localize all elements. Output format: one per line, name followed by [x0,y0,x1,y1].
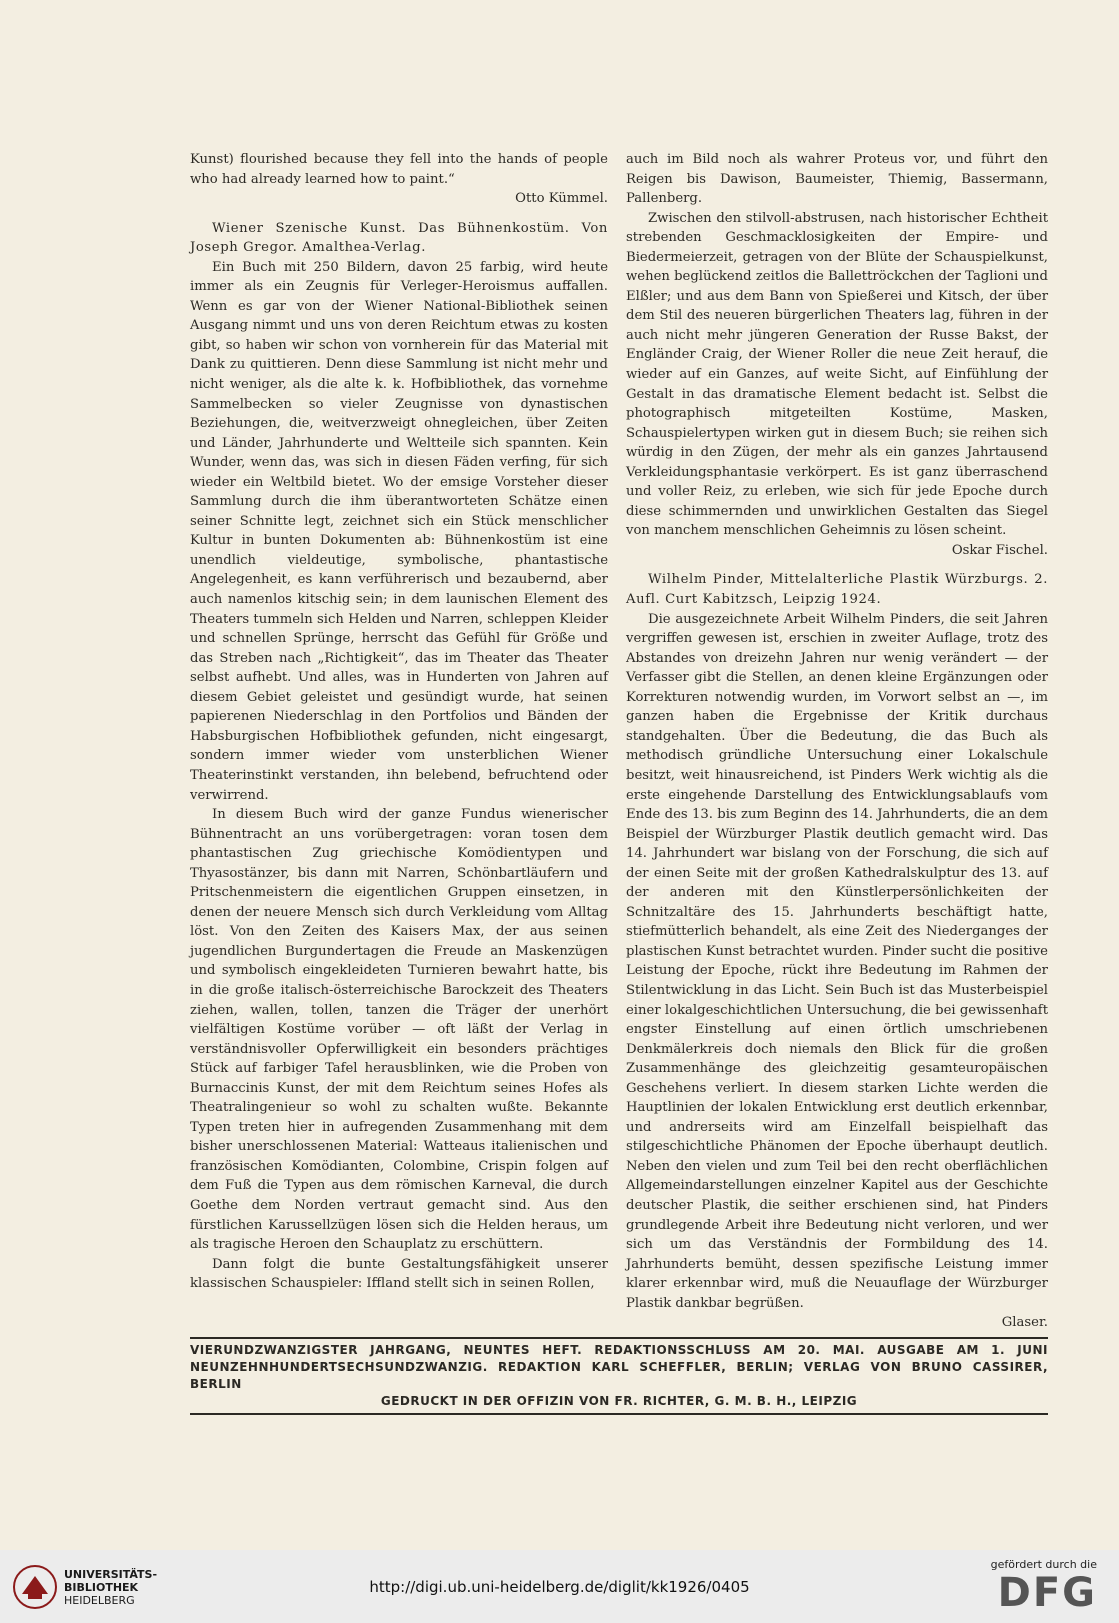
logo-line: UNIVERSITÄTS- [64,1568,158,1581]
paragraph: Kunst) flourished because they fell into the hands of people who had already learned how to paint.“ [190,152,608,187]
paragraph: In diesem Buch wird der ganze Fundus wienerischer Bühnentracht an uns vorübergetragen: voran tosen dem phantastischen Zug griechische Komödientypen und Thyasostänzer, bis dann mit Narren, Schönbartläufern und Pritschenmeistern die eigentlichen Gruppen einsetzen, in denen der neuere Mensch sich durch Verkleidung vom Alltag löst. Von den Zeiten des Kaisers Max, der aus seinen jugendlichen Burgundertagen die Freude an Maskenzügen und symbolisch eingekleideten Turnieren bewahrt hatte, bis in die große italisch-österreichische Barockzeit des Theaters ziehen, wallen, tollen, tanzen die Träger der unerhört vielfältigen Kostüme vorüber — oft läßt der Verlag in verständnisvoller Opferwilligkeit ein besonders prächtiges Stück auf farbiger Tafel herausblinken, wie die Proben von Burnaccinis Kunst, der mit dem Reichtum seines Hofes als Theatralingenieur so wohl zu schalten wußte. Bekannte Typen treten hier in aufregenden Zusammenhang mit dem bisher unerschlossenen Material: Watteaus italienischen und französischen Komödianten, Colombine, Crispin folgen auf dem Fuß die Typen aus dem römischen Karneval, die durch Goethe dem Norden vertraut gemacht sind. Aus den fürstlichen Karussellzügen lösen sich die Helden heraus, um als tragische Heroen den Schauplatz zu erschüttern. [190,807,608,1253]
dfg-logo[interactable] [991,1558,1097,1615]
funder-text: gefördert durch die [990,1558,1097,1571]
paragraph: auch im Bild noch als wahrer Proteus vor, und führt den Reigen bis Dawison, Baumeister, Thiemig, Bassermann, Pallenberg. [626,152,1048,207]
review-heading: Wilhelm Pinder, Mittelalterliche Plastik Würzburgs. 2. Aufl. Curt Kabitzsch, Leipzig 1924. [626,572,1048,608]
permalink-url[interactable]: http://digi.ub.uni-heidelberg.de/diglit/kk1926/0405 [369,1578,750,1596]
right-column [626,150,1048,1333]
review-heading: Wiener Szenische Kunst. Das Bühnenkostüm. Von Joseph Gregor. Amalthea-Verlag. [190,220,608,256]
imprint-footer [190,1337,1048,1415]
logo-line: BIBLIOTHEK [64,1581,139,1594]
paragraph: Dann folgt die bunte Gestaltungsfähigkeit unserer klassischen Schauspieler: Iffland stellt sich in seinen Rollen, [190,1256,608,1292]
paragraph: Die ausgezeichnete Arbeit Wilhelm Pinders, die seit Jahren vergriffen gewesen ist, erschien in zweiter Auflage, trotz des Abstandes von dreizehn Jahren nur wenig verändert — der Verfasser gibt die Stellen, an denen kleine Ergänzungen oder Korrekturen notwendig wurden, im Vorwort selbst an —, im ganzen haben die Ergebnisse der Kritik durchaus standgehalten. Über die Bedeutung, die das Buch als methodisch gründliche Untersuchung einer Lokalschule besitzt, weit hinausreichend, ist Pinders Werk wichtig als die erste eingehende Darstellung des Entwicklungsablaufs vom Ende des 13. bis zum Beginn des 14. Jahrhunderts, die an dem Beispiel der Würzburger Plastik deutlich gemacht wird. Das 14. Jahrhundert war bislang von der Forschung, die sich auf der einen Seite mit der großen Kathedralskulptur des 13. auf der anderen mit den Künstlerpersönlichkeiten der Schnitzaltäre des 15. Jahrhunderts beschäftigt hatte, stiefmütterlich behandelt, als eine Zeit des Niederganges der plastischen Kunst betrachtet wurden. Pinder sucht die positive Leistung der Epoche, rückt ihre Bedeutung im Rahmen der Stilentwicklung in das Licht. Sein Buch ist das Musterbeispiel einer lokalgeschichtlichen Untersuchung, die bei gewissenhaft engster Einstellung auf einen örtlich umschriebenen Denkmälerkreis doch niemals den Blick für die großen Zusammenhänge des gleichzeitig gesamteuropäischen Geschehens verliert. In diesem starken Lichte werden die Hauptlinien der lokalen Entwicklung erst deutlich erkennbar, und andrerseits wird am Einzelfall beispielhaft das stilgeschichtliche Phänomen der Epoche überhaupt deutlich. Neben den vielen und zum Teil bei den recht oberflächlichen Allgemeindarstellungen einzelner Kapitel aus der Geschichte deutscher Plastik, die seither erschienen sind, hat Pinders grundlegende Arbeit ihre Bedeutung nicht verloren, und wer sich um das Verständnis der Formbildung des 14. Jahrhunderts bemüht, dessen spezifische Leistung immer klarer erkennbar wird, muß die Neuauflage der Würzburger Plastik dankbar begrüßen. [626,611,1048,1311]
dfg-wordmark: DFG [997,1570,1097,1616]
paragraph: Ein Buch mit 250 Bildern, davon 25 farbig, wird heute immer als ein Zeugnis für Verleger-Heroismus auffallen. Wenn es gar von der Wiener National-Bibliothek seinen Ausgang nimmt und uns von deren Reichtum etwas zu kosten gibt, so haben wir schon von vornherein für das Material mit Dank zu quittieren. Denn diese Sammlung ist nicht mehr und nicht weniger, als die alte k. k. Hofbibliothek, das vornehme Sammelbecken so vieler Zeugnisse von dynastischen Beziehungen, die, weitverzweigt ohnegleichen, über Zeiten und Länder, Jahrhunderte und Weltteile sich spannten. Kein Wunder, wenn das, was sich in diesen Fäden verfing, für sich wieder ein Weltbild bietet. Wo der emsige Vorsteher dieser Sammlung durch die ihm überantworteten Schätze einen seiner Schnitte legt, zeichnet sich ein Stück menschlicher Kultur in bunten Dokumenten ab: Bühnenkostüm ist eine unendlich vieldeutige, symbolische, phantastische Angelegenheit, es kann verführerisch und bezaubernd, aber auch namenlos kitschig sein; in dem launischen Element des Theaters tummeln sich Helden und Narren, schleppen Kleider und schnellen Sprünge, herrscht das Gefühl für Größe und das Streben nach „Richtigkeit“, das im Theater das Theater selbst aufhebt. Und alles, was in Hunderten von Jahren auf diesem Gebiet geleistet und gesündigt wurde, hat seinen papierenen Niederschlag in den Portfolios und Bänden der Habsburgischen Hofbibliothek gefunden, nicht eingesargt, sondern immer wieder vom unsterblichen Wiener Theaterinstinkt verstanden, ihn belebend, befruchtend oder verwirrend. [190,259,608,803]
digitization-bar [0,1550,1119,1623]
left-column [190,150,608,1294]
divider [190,1337,1048,1339]
signature: Otto Kümmel. [515,191,608,207]
paragraph: Zwischen den stilvoll-abstrusen, nach historischer Echtheit strebenden Geschmacklosigkeiten der Empire- und Biedermeierzeit, getragen von der Blüte der Schauspielkunst, wehen beglückend zeitlos die Ballettröckchen der Taglioni und Elßler; und aus dem Bann von Spießerei und Kitsch, der über dem Stil des neueren bürgerlichen Theaters lag, führen in der auch nicht mehr jüngeren Generation der Russe Bakst, der Engländer Craig, der Wiener Roller die neue Zeit herauf, die wieder auf ein Ganzes, auf weite Sicht, auf Einfühlung der Gestalt in das dramatische Element bedacht ist. Selbst die photographisch mitgeteilten Kostüme, Masken, Schauspielertypen wirken gut in diesem Buch; sie reihen sich würdig in den Zügen, der mehr als ein ganzes Jahrtausend Verkleidungsphantasie verkörpert. Es ist ganz überraschend und voller Reiz, zu erleben, wie sich für jede Epoche durch diese schimmernden und unwirklichen Gestalten das Siegel von manchem menschlichen Geheimnis zu lösen scheint. [626,210,1048,539]
imprint-line: VIERUNDZWANZIGSTER JAHRGANG, NEUNTES HEFT. REDAKTIONSSCHLUSS AM 20. MAI. AUSGABE AM 1. JUNI NEUNZEHNHUNDERTSECHSUNDZWANZIG. REDAKTION KARL SCHEFFLER, BERLIN; VERLAG VON BRUNO CASSIRER, BERLIN [190,1343,1048,1391]
signature: Glaser. [1001,1315,1048,1331]
divider [190,1413,1048,1415]
logo-line: HEIDELBERG [64,1594,135,1607]
imprint-printer: GEDRUCKT IN DER OFFIZIN VON FR. RICHTER, G. M. B. H., LEIPZIG [380,1394,858,1408]
signature: Oskar Fischel. [951,542,1048,558]
